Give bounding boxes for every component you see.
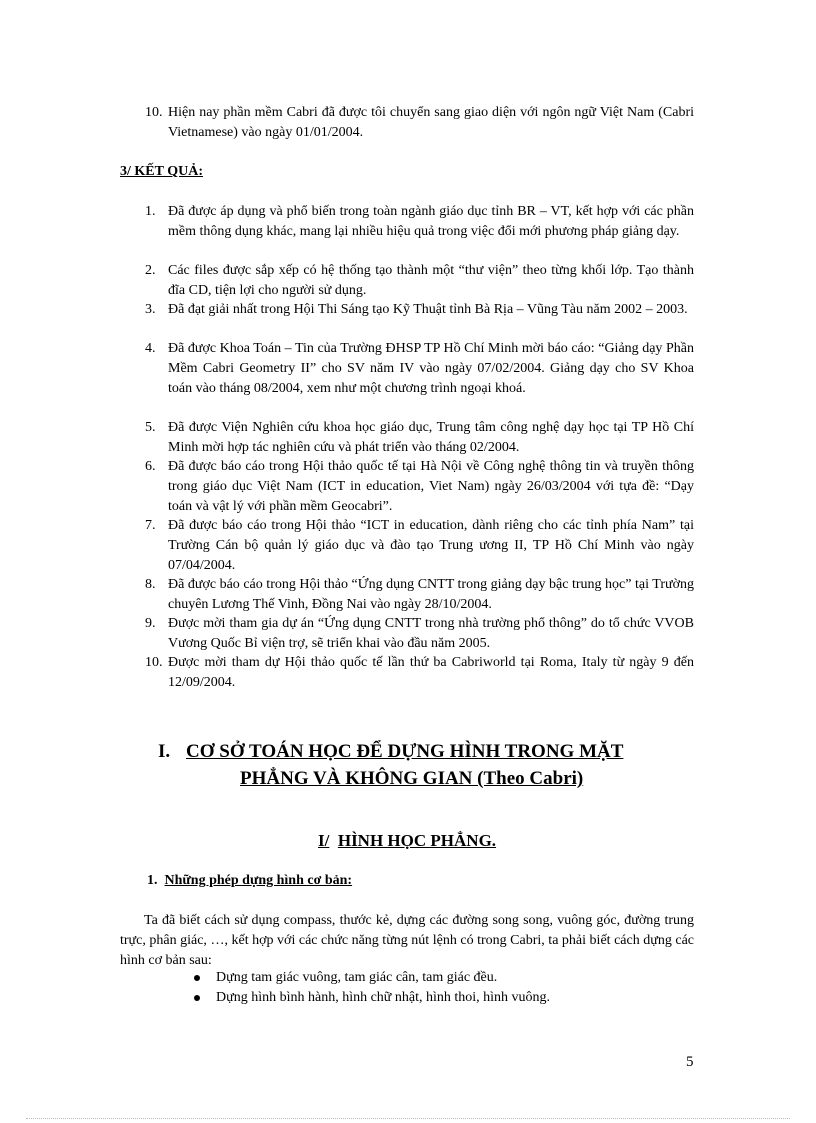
subheading [147, 871, 352, 891]
intro-item-text: Hiện nay phần mềm Cabri đã được tôi chuyển sang giao diện với ngôn ngữ Việt Nam (Cabri Vietnamese) vào ngày 01/01/2004. [168, 105, 694, 140]
list-item: Đã đạt giải nhất trong Hội Thi Sáng tạo Kỹ Thuật tỉnh Bà Rịa – Vũng Tàu năm 2002 – 2003. [168, 302, 688, 317]
section-title-line1: CƠ SỞ TOÁN HỌC ĐỂ DỰNG HÌNH TRONG MẶT [186, 741, 624, 762]
page-number: 5 [686, 1054, 694, 1070]
list-item: Được mời tham dự Hội thảo quốc tế lần thứ ba Cabriworld tại Roma, Italy từ ngày 9 đến 12/09/2004. [168, 655, 694, 690]
list-item-number: 9. [145, 616, 156, 631]
subsection-heading [318, 829, 496, 853]
bullet-dot-icon [194, 995, 200, 1001]
section-title-line2: PHẲNG VÀ KHÔNG GIAN (Theo Cabri) [240, 768, 584, 789]
list-item: Đã được Khoa Toán – Tin của Trường ĐHSP TP Hồ Chí Minh mời báo cáo: “Giảng dạy Phần Mềm Cabri Geometry II” cho SV năm IV vào ngày 07/02/2004. Giảng dạy cho SV Khoa toán vào tháng 08/2004, xem như một chương trình ngoại khoá. [168, 341, 694, 396]
list-item: Được mời tham gia dự án “Ứng dụng CNTT trong nhà trường phổ thông” do tổ chức VVOB Vương Quốc Bỉ viện trợ, sẽ triển khai vào đầu năm 2005. [168, 616, 694, 651]
section-number: I. [158, 741, 171, 762]
list-item-number: 4. [145, 341, 156, 356]
list-item: Đã được báo cáo trong Hội thảo “ICT in education, dành riêng cho các tỉnh phía Nam” tại Trường Cán bộ quản lý giáo dục và đào tạo Trung ương II, TP Hồ Chí Minh vào ngày 07/04/2004. [168, 518, 694, 573]
page-bottom-divider [26, 1118, 790, 1119]
list-item-number: 2. [145, 263, 156, 278]
subheading-title: Những phép dựng hình cơ bản: [164, 873, 353, 888]
subheading-number: 1. [147, 873, 158, 888]
list-item: Đã được áp dụng và phổ biến trong toàn ngành giáo dục tỉnh BR – VT, kết hợp với các phần mềm thông dụng khác, mang lại nhiều hiệu quả trong việc đổi mới phương pháp giảng dạy. [168, 204, 694, 239]
list-item: Đã được báo cáo trong Hội thảo quốc tế tại Hà Nội về Công nghệ thông tin và truyền thông trong giáo dục Việt Nam (ICT in education, Viet Nam) ngày 26/03/2004 với tựa đề: “Dạy toán và vật lý với phần mềm Geocabri”. [168, 459, 694, 514]
list-item: Các files được sắp xếp có hệ thống tạo thành một “thư viện” theo từng khối lớp. Tạo thành đĩa CD, tiện lợi cho người sử dụng. [168, 263, 694, 298]
list-item: Đã được báo cáo trong Hội thảo “Ứng dụng CNTT trong giảng dạy bậc trung học” tại Trường chuyên Lương Thế Vinh, Đồng Nai vào ngày 28/10/2004. [168, 577, 694, 612]
list-item-number: 10. [145, 655, 163, 670]
list-item-number: 3. [145, 302, 156, 317]
list-item-number: 7. [145, 518, 156, 533]
list-item: Đã được Viện Nghiên cứu khoa học giáo dục, Trung tâm công nghệ dạy học tại TP Hồ Chí Minh mời hợp tác nghiên cứu và phát triển vào tháng 02/2004. [168, 420, 694, 455]
subsection-prefix: I/ [318, 831, 330, 850]
bullet-item: Dựng tam giác vuông, tam giác cân, tam giác đều. [216, 970, 498, 985]
intro-item-number: 10. [145, 105, 163, 120]
bullet-item: Dựng hình bình hành, hình chữ nhật, hình thoi, hình vuông. [216, 990, 551, 1005]
list-item-number: 1. [145, 204, 156, 219]
intro-paragraph: Ta đã biết cách sử dụng compass, thước kẻ, dựng các đường song song, vuông góc, đường trung trực, phân giác, …, kết hợp với các chức năng từng nút lệnh có trong Cabri, ta phải biết cách dựng các hình cơ bản sau: [120, 913, 694, 968]
list-item-number: 8. [145, 577, 156, 592]
list-item-number: 6. [145, 459, 156, 474]
list-item-number: 5. [145, 420, 156, 435]
bullet-dot-icon [194, 975, 200, 981]
results-heading: 3/ KẾT QUẢ: [120, 164, 203, 179]
subsection-title: HÌNH HỌC PHẲNG. [337, 831, 497, 850]
